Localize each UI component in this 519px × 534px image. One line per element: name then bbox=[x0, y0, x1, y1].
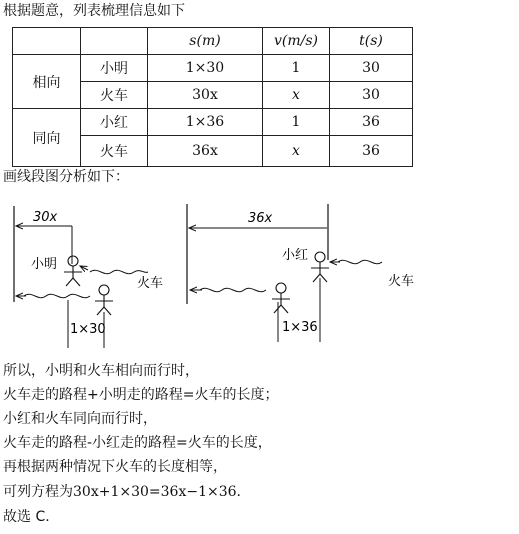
header-distance: s(m) bbox=[148, 28, 263, 55]
left-top-label: 30x bbox=[33, 210, 58, 225]
header-speed: v(m/s) bbox=[263, 28, 330, 55]
equation-line bbox=[3, 483, 241, 501]
left-person-label: 小明 bbox=[31, 257, 58, 272]
row-name: 小明 bbox=[81, 55, 148, 82]
right-train-wave-top bbox=[338, 260, 382, 263]
equation-prefix: 可列方程为 bbox=[3, 484, 73, 500]
intro-text: 根据题意，列表梳理信息如下 bbox=[3, 3, 185, 19]
row-speed: x bbox=[263, 136, 330, 167]
row-time: 36 bbox=[330, 136, 413, 167]
row-speed: 1 bbox=[263, 109, 330, 136]
row-distance: 36x bbox=[148, 136, 263, 167]
left-train-label: 火车 bbox=[137, 276, 164, 291]
row-distance: 30x bbox=[148, 82, 263, 109]
info-table bbox=[12, 27, 413, 167]
row-speed: 1 bbox=[263, 55, 330, 82]
row-speed: x bbox=[263, 82, 330, 109]
left-bottom-label: 1×30 bbox=[70, 322, 106, 337]
person-icon bbox=[311, 252, 329, 282]
table-header-row bbox=[13, 28, 413, 55]
row-distance: 1×30 bbox=[148, 55, 263, 82]
table-row bbox=[13, 109, 413, 136]
right-train-wave-bottom bbox=[200, 288, 266, 291]
right-person-label: 小红 bbox=[282, 248, 309, 263]
row-distance: 1×36 bbox=[148, 109, 263, 136]
row-name: 小红 bbox=[81, 109, 148, 136]
left-train-wave-top bbox=[90, 270, 148, 273]
person-icon bbox=[272, 283, 290, 313]
row-name: 火车 bbox=[81, 82, 148, 109]
person-icon bbox=[95, 285, 113, 315]
answer-line: 故选 C. bbox=[3, 509, 50, 525]
segment-diagram bbox=[0, 190, 519, 355]
row-name: 火车 bbox=[81, 136, 148, 167]
header-empty-2 bbox=[81, 28, 148, 55]
solution-line: 所以，小明和火车相向而行时， bbox=[3, 363, 199, 379]
group-label-opposite: 相向 bbox=[13, 55, 81, 109]
right-train-label: 火车 bbox=[388, 274, 415, 289]
left-train-wave-bottom bbox=[24, 294, 90, 297]
left-diagram bbox=[14, 206, 163, 348]
header-time: t(s) bbox=[330, 28, 413, 55]
right-bottom-label: 1×36 bbox=[282, 320, 318, 335]
table-row bbox=[13, 55, 413, 82]
row-time: 30 bbox=[330, 82, 413, 109]
header-empty-1 bbox=[13, 28, 81, 55]
solution-line: 火车走的路程-小红走的路程=火车的长度， bbox=[3, 435, 272, 451]
left-train-arrow-top bbox=[80, 266, 88, 270]
solution-line: 再根据两种情况下火车的长度相等， bbox=[3, 459, 227, 475]
solution-line: 火车走的路程+小明走的路程=火车的长度； bbox=[3, 387, 279, 403]
row-time: 36 bbox=[330, 109, 413, 136]
equation: 30x+1×30=36x−1×36. bbox=[73, 484, 241, 500]
group-label-same: 同向 bbox=[13, 109, 81, 167]
row-time: 30 bbox=[330, 55, 413, 82]
person-icon bbox=[64, 256, 82, 286]
diagram-title: 画线段图分析如下： bbox=[3, 169, 129, 185]
right-diagram bbox=[187, 204, 414, 342]
solution-line: 小红和火车同向而行时， bbox=[3, 411, 157, 427]
right-top-label: 36x bbox=[248, 211, 273, 226]
